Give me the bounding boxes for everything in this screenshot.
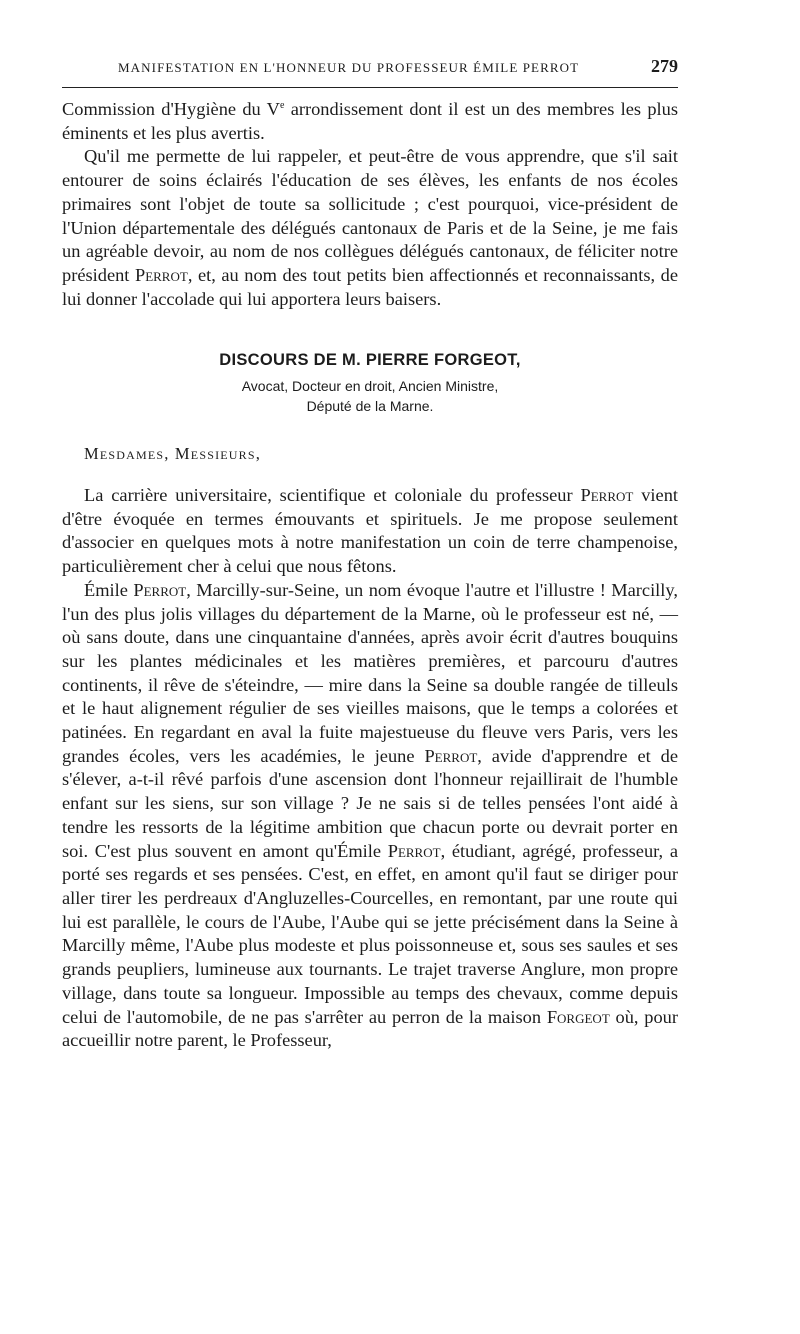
speech-subtitle-line: Député de la Marne. [306,398,434,415]
speech-title: DISCOURS DE M. PIERRE FORGEOT, [219,351,521,370]
superscript: e [279,99,285,111]
proper-name: Perrot [424,745,478,766]
body-text [62,98,678,1053]
page [62,56,678,1053]
running-head [62,56,678,88]
running-title: MANIFESTATION EN L'HONNEUR DU PROFESSEUR ÉMILE PERROT [118,60,580,75]
speech-body [62,484,678,1053]
speech-subtitle [62,376,678,416]
paragraph: Qu'il me permette de lui rappeler, et peut-être de vous apprendre, que s'il sait entourer de soins éclairés l'éducation de ses élèves, les enfants de nos écoles primaires sont l'objet de toute sa sollicitude ; c'est pourquoi, vice-président de l'Union départementale des délégués cantonaux de Paris et de la Seine, je me fais un agréable devoir, au nom de nos collègues délégués cantonaux, de féliciter notre président Perrot, et, au nom des tout petits bien affectionnés et reconnaissants, de lui donner l'accolade qui lui apportera leurs baisers. [62,146,678,309]
proper-name: Perrot [134,264,188,285]
proper-name: Perrot [387,840,441,861]
proper-name: Perrot [133,579,187,600]
speech-subtitle-line: Avocat, Docteur en droit, Ancien Ministre, [241,378,499,395]
paragraph: Émile Perrot, Marcilly-sur-Seine, un nom évoque l'autre et l'illustre ! Marcilly, l'un des plus jolis villages du département de la Marne, où le professeur est né, — où sans doute, dans une cinquantaine d'années, après avoir écrit d'autres bouquins sur les plantes médicinales et les matières premières, et parcouru d'autres continents, il rêve de s'éteindre, — mire dans la Seine sa double rangée de tilleuls et le haut alignement régulier de ses vieilles maisons, que le temps a colorées et patinées. En regardant en aval la fuite majestueuse du fleuve vers Paris, vers les grandes écoles, vers les académies, le jeune Perrot, avide d'apprendre et de s'élever, a-t-il rêvé parfois d'une ascension dont l'honneur rejaillirait de l'humble enfant sur les siens, sur son village ? Je ne sais si de telles pensées l'ont aidé à tendre les ressorts de la légitime ambition que chacun porte ou devrait porter en soi. C'est plus souvent en amont qu'Émile Perrot, étudiant, agrégé, professeur, a porté ses regards et ses pensées. C'est, en effet, en amont qu'il faut se diriger pour aller tirer les perdreaux d'Angluzelles-Courcelles, en remontant, par une route qui lui est parallèle, le cours de l'Aube, l'Aube qui se jette précisément dans la Seine à Marcilly même, l'Aube plus modeste et plus poissonneuse et, sous ses saules et ses grands peupliers, lumineuse aux tournants. Le trajet traverse Anglure, mon propre village, dans toute sa longueur. Impossible au temps des chevaux, comme depuis celui de l'automobile, de ne pas s'arrêter au perron de la maison Forgeot où, pour accueillir notre parent, le Professeur, [62,579,678,1051]
proper-name: Forgeot [546,1006,610,1027]
page-number: 279 [651,56,678,76]
speech-heading [62,351,678,416]
proper-name: Perrot [580,485,634,506]
salutation: Mesdames, Messieurs, [84,444,262,464]
paragraph: La carrière universitaire, scientifique et coloniale du professeur Perrot vient d'être évoquée en termes émouvants et spirituels. Je me propose seulement d'associer en quelques mots à notre manifestation un coin de terre champenoise, particulièrement cher à celui que nous fêtons. [62,485,679,577]
paragraph-continued: Commission d'Hygiène du Ve arrondissement dont il est un des membres les plus éminents et les plus avertis. [62,99,678,143]
